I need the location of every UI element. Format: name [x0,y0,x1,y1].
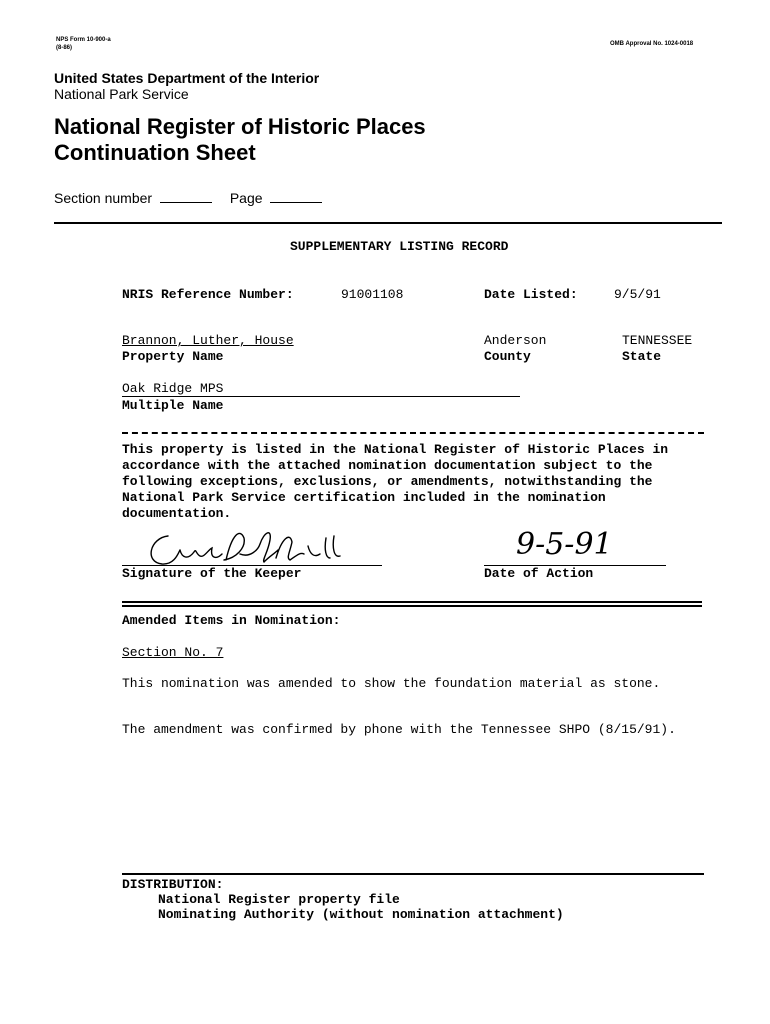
section-number-blank [160,190,212,203]
listing-statement: This property is listed in the National Register of Historic Places in accordance with the attached nomination documentation subject to the following exceptions, exclusions, or amendments, notwithstanding the National Park Service certification included in the nomination documentation. [122,442,669,521]
form-number [56,36,111,52]
signature-label: Signature of the Keeper [122,566,302,581]
multiple-name-underline [122,396,520,397]
page-blank [270,190,322,203]
property-name-label: Property Name [122,349,224,364]
department-name: United States Department of the Interior [54,70,320,86]
page-title [54,114,426,166]
date-listed-value: 9/5/91 [614,287,661,302]
property-name-value: Brannon, Luther, House [122,333,294,348]
county-label: County [484,349,531,364]
distribution-item: National Register property file [158,892,400,907]
state-value: TENNESSEE [622,333,693,348]
date-of-action-label: Date of Action [484,566,594,581]
amended-paragraph-1: This nomination was amended to show the foundation material as stone. [122,676,661,691]
form-number-line1: NPS Form 10-900-a [56,37,111,43]
nris-label: NRIS Reference Number: [122,287,294,302]
amended-paragraph-2: The amendment was confirmed by phone with the Tennessee SHPO (8/15/91). [122,722,676,737]
state-label: State [622,349,662,364]
omb-approval: OMB Approval No. 1024-0018 [610,41,694,47]
multiple-name-value: Oak Ridge MPS [122,381,224,396]
header-divider [54,222,722,224]
county-value: Anderson [484,333,547,348]
service-name: National Park Service [54,86,189,102]
record-heading: SUPPLEMENTARY LISTING RECORD [290,239,509,254]
keeper-signature [140,524,360,570]
distribution-divider [122,873,704,875]
page-label: Page [229,190,263,206]
distribution-heading: DISTRIBUTION: [122,877,224,892]
nris-value: 91001108 [341,287,404,302]
section-line [54,190,322,206]
section-number-label: Section number [54,190,153,206]
amended-heading: Amended Items in Nomination: [122,613,341,628]
form-number-line2: (8-86) [56,45,73,51]
title-line2: Continuation Sheet [54,140,256,165]
title-line1: National Register of Historic Places [54,114,426,139]
multiple-name-label: Multiple Name [122,398,224,413]
distribution-item: Nominating Authority (without nomination attachment) [158,907,564,922]
dashed-divider [122,432,704,434]
double-divider [122,601,702,607]
date-listed-label: Date Listed: [484,287,578,302]
amended-section-ref: Section No. 7 [122,645,224,660]
handwritten-date: 9-5-91 [516,527,613,562]
agency-block [54,70,319,102]
